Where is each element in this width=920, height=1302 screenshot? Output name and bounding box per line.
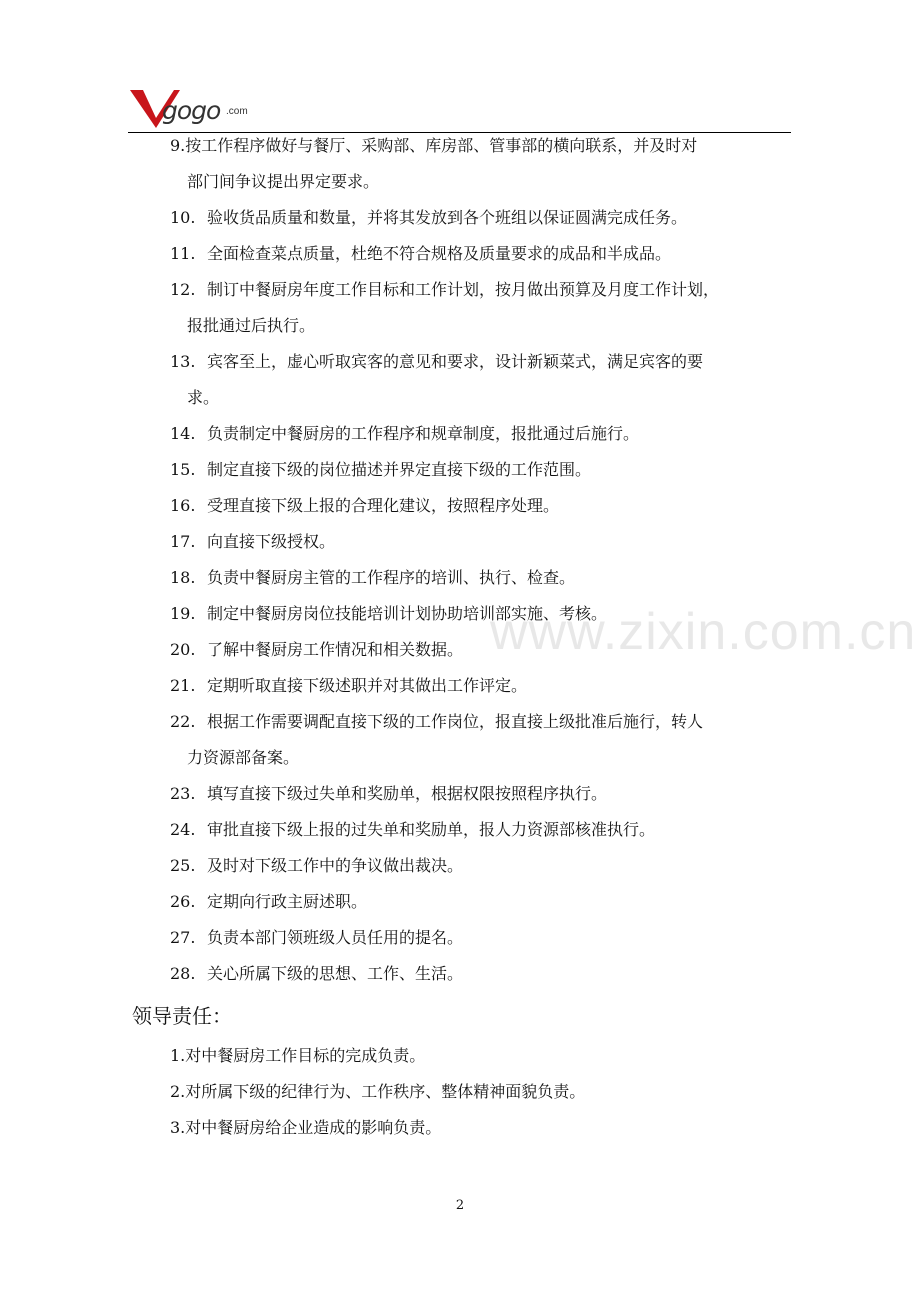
duty-item-28 xyxy=(170,956,794,992)
duty-item-16 xyxy=(170,488,794,524)
duty-text: 宾客至上，虚心听取宾客的意见和要求，设计新颖菜式，满足宾客的要 xyxy=(207,352,704,371)
duty-item-13 xyxy=(170,344,794,416)
duty-text: 全面检查菜点质量，杜绝不符合规格及质量要求的成品和半成品。 xyxy=(207,244,672,263)
duty-text: 按工作程序做好与餐厅、采购部、库房部、管事部的横向联系，并及时对 xyxy=(185,136,698,155)
duty-text-continued: 报批通过后执行。 xyxy=(187,316,316,335)
duty-text: 关心所属下级的思想、工作、生活。 xyxy=(207,964,464,983)
duty-item-18 xyxy=(170,560,794,596)
duty-text: 制定中餐厨房岗位技能培训计划协助培训部实施、考核。 xyxy=(207,604,608,623)
duty-number: 22. xyxy=(170,712,196,731)
duty-number: 25. xyxy=(170,856,196,875)
duty-text: 受理直接下级上报的合理化建议，按照程序处理。 xyxy=(207,496,560,515)
duty-number: 24. xyxy=(170,820,196,839)
duty-item-10 xyxy=(170,200,794,236)
duty-item-14 xyxy=(170,416,794,452)
duty-text: 负责制定中餐厨房的工作程序和规章制度，报批通过后施行。 xyxy=(207,424,640,443)
duty-text: 定期听取直接下级述职并对其做出工作评定。 xyxy=(207,676,528,695)
responsibility-item: 2.对所属下级的纪律行为、工作秩序、整体精神面貌负责。 xyxy=(170,1082,586,1101)
duty-text: 定期向行政主厨述职。 xyxy=(207,892,368,911)
duty-text: 验收货品质量和数量，并将其发放到各个班组以保证圆满完成任务。 xyxy=(207,208,688,227)
duty-text: 负责中餐厨房主管的工作程序的培训、执行、检查。 xyxy=(207,568,576,587)
duty-text: 了解中餐厨房工作情况和相关数据。 xyxy=(207,640,464,659)
duty-text: 审批直接下级上报的过失单和奖励单，报人力资源部核准执行。 xyxy=(207,820,656,839)
duty-item-20 xyxy=(170,632,794,668)
duty-text-continued: 部门间争议提出界定要求。 xyxy=(187,172,380,191)
duty-text: 制定直接下级的岗位描述并界定直接下级的工作范围。 xyxy=(207,460,592,479)
duty-item-21 xyxy=(170,668,794,704)
duty-text: 负责本部门领班级人员任用的提名。 xyxy=(207,928,464,947)
vgogo-logo xyxy=(128,86,278,132)
duty-number: 27. xyxy=(170,928,196,947)
duty-item-22 xyxy=(170,704,794,776)
duty-text-continued: 力资源部备案。 xyxy=(187,748,300,767)
duty-item-25 xyxy=(170,848,794,884)
duty-text: 及时对下级工作中的争议做出裁决。 xyxy=(207,856,464,875)
duty-number: 23. xyxy=(170,784,196,803)
duty-text: 向直接下级授权。 xyxy=(207,532,336,551)
duty-item-19 xyxy=(170,596,794,632)
responsibility-item: 1.对中餐厨房工作目标的完成负责。 xyxy=(170,1046,426,1065)
duty-number: 21. xyxy=(170,676,196,695)
duty-text: 制订中餐厨房年度工作目标和工作计划，按月做出预算及月度工作计划， xyxy=(207,280,720,299)
duty-number: 19. xyxy=(170,604,196,623)
duty-item-17 xyxy=(170,524,794,560)
duty-item-24 xyxy=(170,812,794,848)
duty-item-27 xyxy=(170,920,794,956)
duty-number: 16. xyxy=(170,496,196,515)
logo-wordmark: gogo xyxy=(162,96,221,125)
duty-number: 10. xyxy=(170,208,196,227)
duty-number: 9. xyxy=(170,136,186,155)
duty-number: 14. xyxy=(170,424,196,443)
duty-item-12 xyxy=(170,272,794,344)
page-number: 2 xyxy=(455,1198,465,1213)
duty-number: 26. xyxy=(170,892,196,911)
duty-number: 11. xyxy=(170,244,196,263)
duty-item-15 xyxy=(170,452,794,488)
duty-item-9 xyxy=(170,128,794,200)
duty-text-continued: 求。 xyxy=(187,388,220,407)
duty-item-23 xyxy=(170,776,794,812)
duty-number: 18. xyxy=(170,568,196,587)
logo-suffix: .com xyxy=(226,106,248,117)
duty-item-26 xyxy=(170,884,794,920)
duty-number: 28. xyxy=(170,964,196,983)
duty-number: 12. xyxy=(170,280,196,299)
duty-number: 17. xyxy=(170,532,196,551)
duty-number: 13. xyxy=(170,352,196,371)
duty-text: 根据工作需要调配直接下级的工作岗位，报直接上级批准后施行，转人 xyxy=(207,712,704,731)
duty-number: 20. xyxy=(170,640,196,659)
duty-item-11 xyxy=(170,236,794,272)
duty-text: 填写直接下级过失单和奖励单，根据权限按照程序执行。 xyxy=(207,784,608,803)
duty-number: 15. xyxy=(170,460,196,479)
responsibility-item: 3.对中餐厨房给企业造成的影响负责。 xyxy=(170,1118,442,1137)
section-title-leadership: 领导责任： xyxy=(132,1004,232,1028)
watermark: www.zixin.com.cn xyxy=(490,603,917,661)
